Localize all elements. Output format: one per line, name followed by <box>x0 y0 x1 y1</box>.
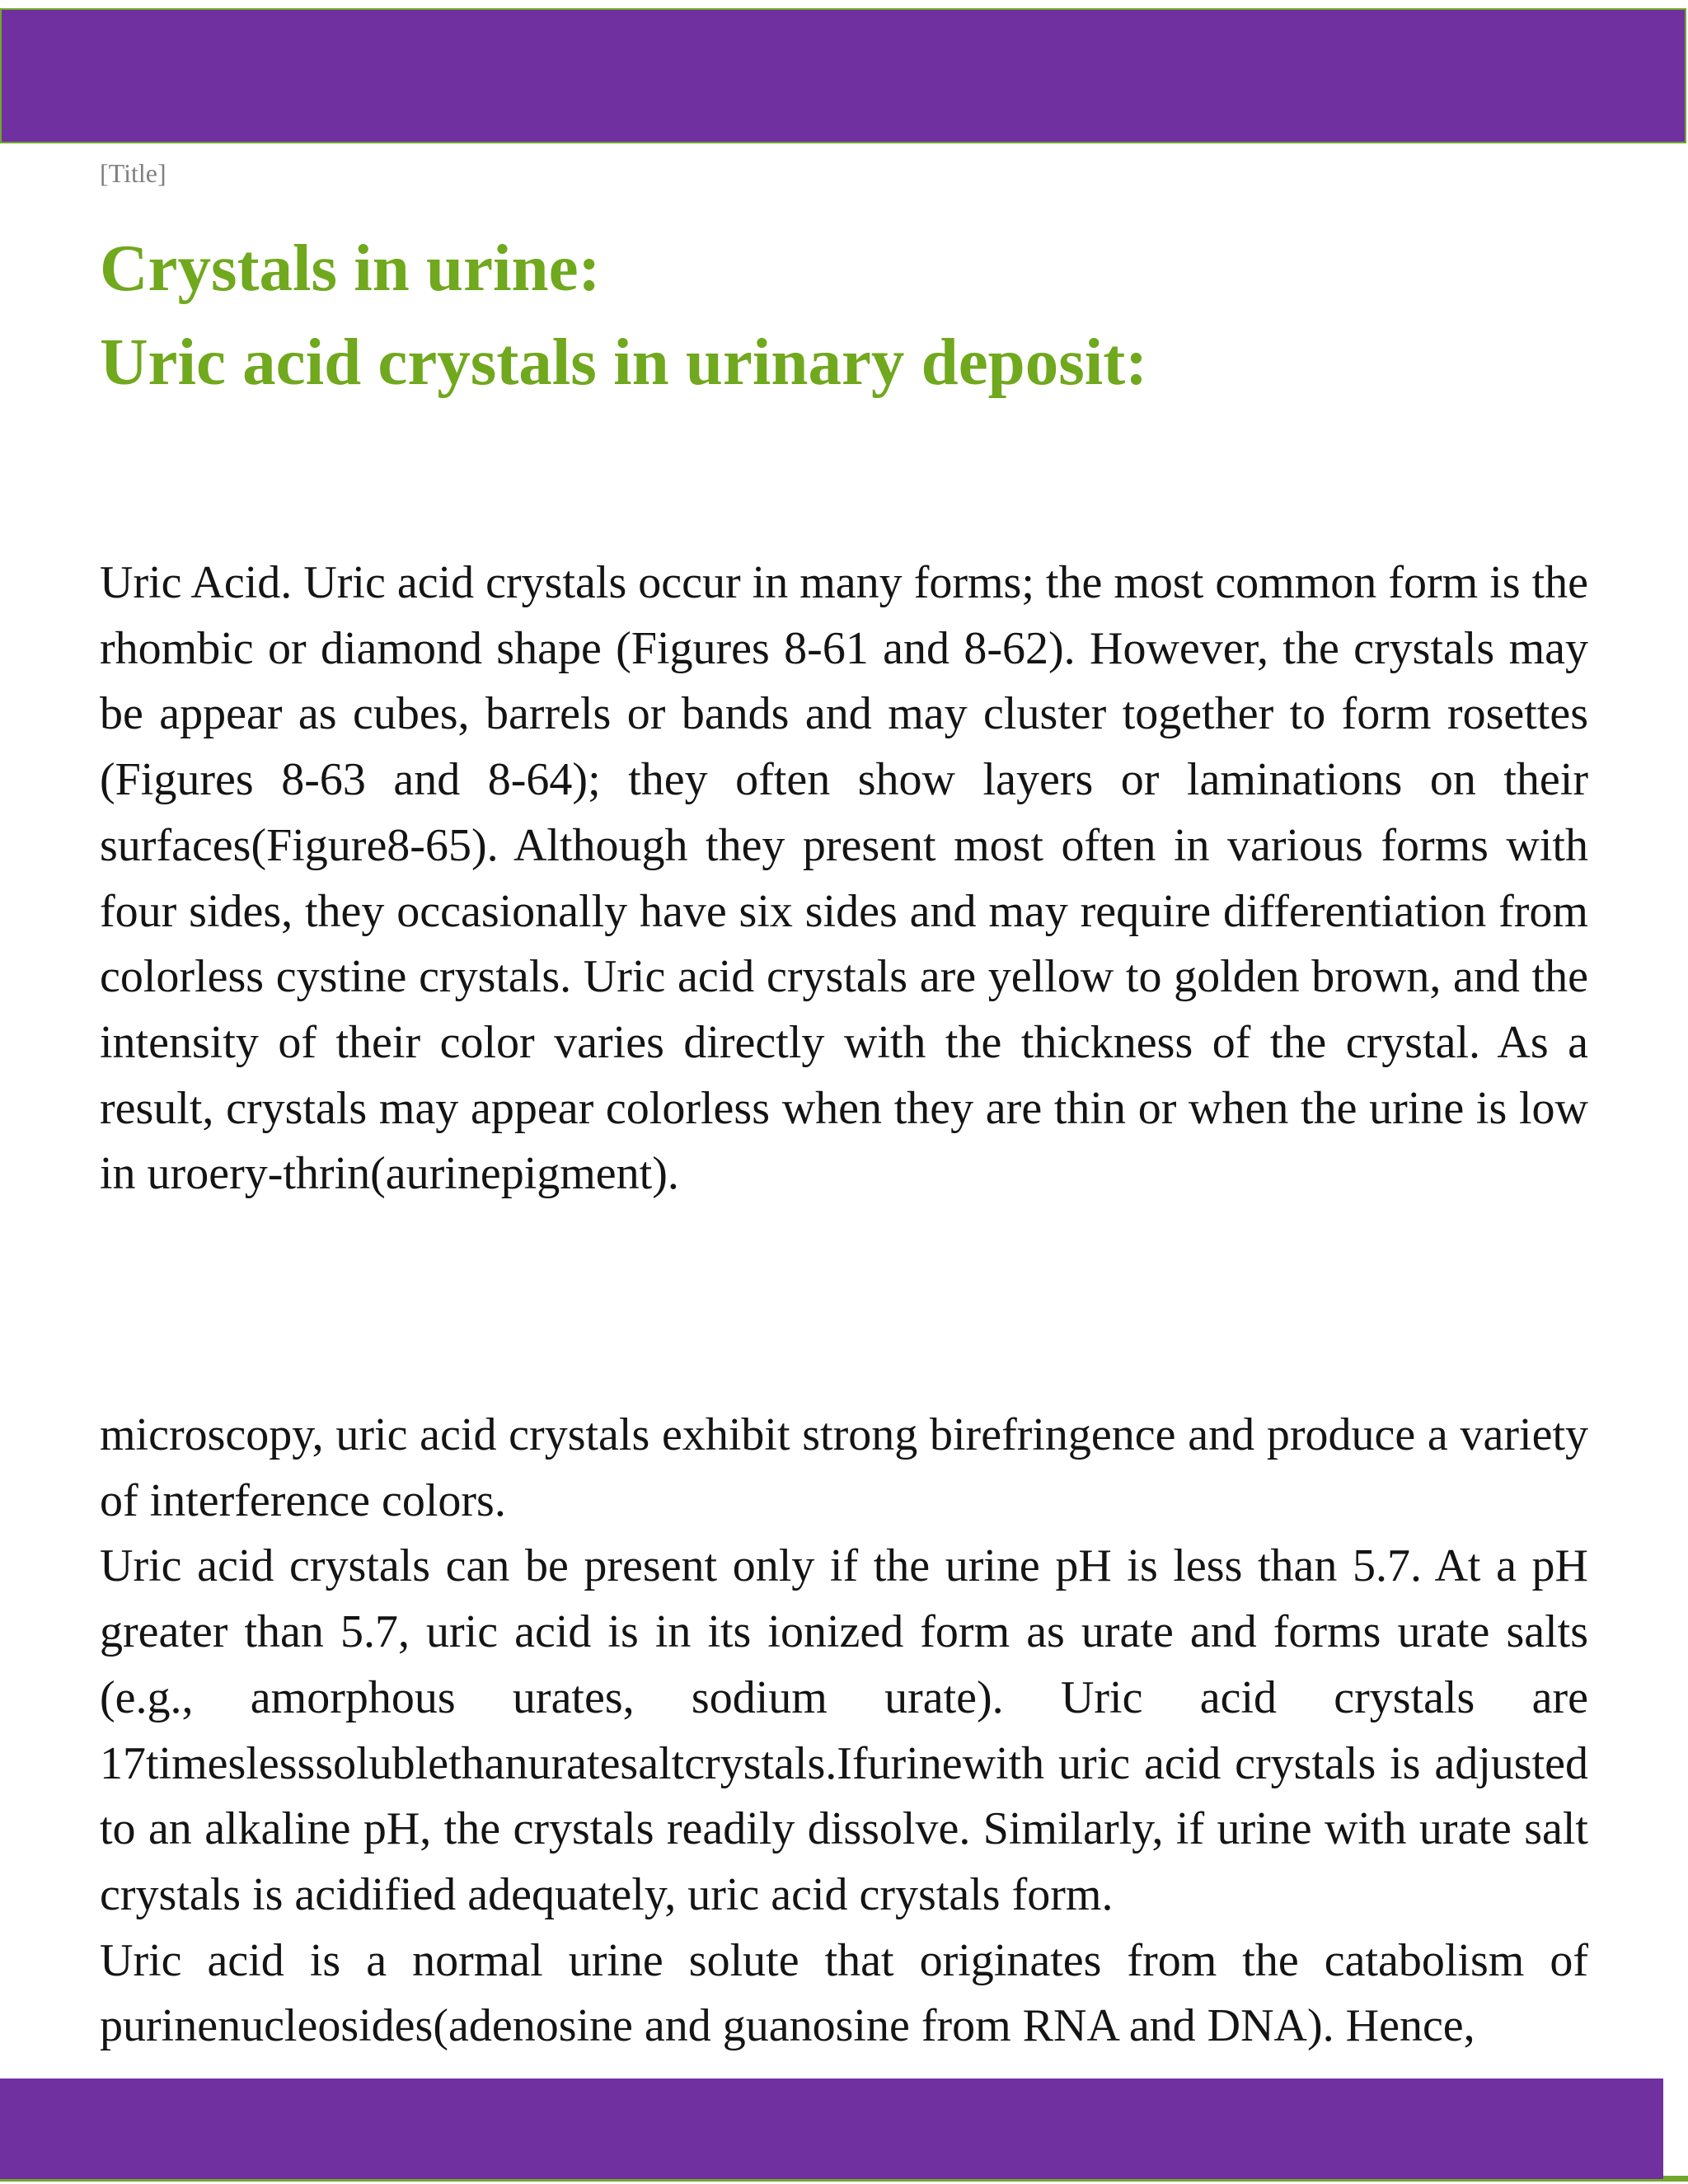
paragraph-birefringence: microscopy, uric acid crystals exhibit strong birefringence and produce a variety of interference colors. <box>100 1409 1588 1526</box>
title-placeholder[interactable]: [Title] <box>100 158 166 188</box>
paragraph-uric-acid-forms: Uric Acid. Uric acid crystals occur in many forms; the most common form is the rhombic or diamond shape (Figures 8-61 and 8-62). However, the crystals may be appear as cubes, barrels or bands and may cluster together to form rosettes (Figures 8-63 and 8-64); they often show layers or laminations on their surfaces(Figure8-65). Although they present most often in various forms with four sides, they occasionally have six sides and may require differentiation from colorless cystine crystals. Uric acid crystals are yellow to golden brown, and the intensity of their color varies directly with the thickness of the crystal. As a result, crystals may appear colorless when they are thin or when the urine is low in uroery-thrin(aurinepigment). <box>100 557 1588 1200</box>
page-heading <box>100 221 1600 409</box>
footer-edge-line <box>0 2179 1688 2182</box>
body-section-1 <box>100 551 1588 1207</box>
header-band <box>0 8 1686 143</box>
footer-band <box>0 2079 1663 2179</box>
paragraph-ph-solubility: Uric acid crystals can be present only if the urine pH is less than 5.7. At a pH greater than 5.7, uric acid is in its ionized form as urate and forms urate salts (e.g., amorphous urates, sodium urate). Uric acid crystals are 17timeslesssolublethanuratesaltcrystals.Ifurinewith uric acid crystals is adjusted to an alkaline pH, the crystals readily dissolve. Similarly, if urine with urate salt crystals is acidified adequately, uric acid crystals form. <box>100 1540 1588 1920</box>
paragraph-origin: Uric acid is a normal urine solute that originates from the catabolism of purinenucleosides(adenosine and guanosine from RNA and DNA). Hence, <box>100 1934 1588 2052</box>
heading-line-1: Crystals in urine: <box>100 231 601 305</box>
body-section-2 <box>100 1403 1588 2060</box>
heading-line-2: Uric acid crystals in urinary deposit: <box>100 325 1148 399</box>
